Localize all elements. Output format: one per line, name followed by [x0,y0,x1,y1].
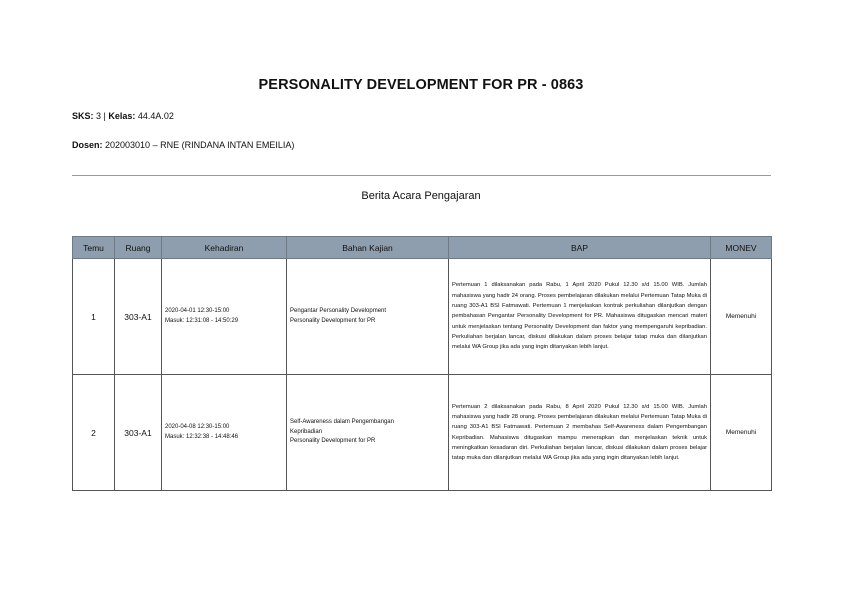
cell-bap: Pertemuan 1 dilaksanakan pada Rabu, 1 April 2020 Pukul 12.30 s/d 15.00 WIB. Jumlah mahasiswa yang hadir 24 orang. Proses pembelajaran dilakukan melalui Pertemuan Tatap Muka di ruang 303-A1 BSI Fatmawati. Pertemuan 1 menjelaskan kontrak perkuliahan dilanjutkan dengan pembahasan Pengantar Personality Development for PR. Mahasiswa ditugaskan mencari materi untuk menjelaskan tentang Personality Development dan faktor yang mempengaruhi kepribadian. Perkuliahan berjalan lancar, diskusi dilakukan dalam proses belajar tatap muka dan dilanjutkan melalui WA Group jika ada yang ingin ditanyakan lebih lanjut. [449,259,711,375]
dosen-value: 202003010 – RNE (RINDANA INTAN EMEILIA) [105,140,295,150]
cell-kehadiran [162,259,287,375]
kelas-value: 44.4A.02 [137,111,174,121]
bahan-line: Personality Development for PR [290,438,376,445]
table-row [73,259,772,375]
bahan-line: Pengantar Personality Development [290,308,387,314]
course-meta [72,111,174,121]
dosen-label: Dosen: [72,140,106,150]
lecturer-info [72,140,294,150]
cell-ruang: 303-A1 [115,259,162,375]
kehadiran-jadwal: 2020-04-08 12:30-15:00 [165,424,230,430]
sks-label: SKS: [72,111,97,121]
meta-separator: | [101,111,109,121]
kelas-label: Kelas: [108,111,138,121]
bahan-line: Personality Development for PR [290,317,376,324]
cell-temu: 1 [73,259,115,375]
divider [72,175,771,176]
course-title: PERSONALITY DEVELOPMENT FOR PR - 0863 [258,77,584,93]
header-kehadiran: Kehadiran [162,237,287,259]
section-title: Berita Acara Pengajaran [361,190,481,202]
cell-temu: 2 [73,375,115,491]
cell-ruang: 303-A1 [115,375,162,491]
cell-bap: Pertemuan 2 dilaksanakan pada Rabu, 8 April 2020 Pukul 12.30 s/d 15.00 WIB. Jumlah mahasiswa yang hadir 28 orang. Proses pembelajaran dilakukan melalui Pertemuan Tatap Muka di ruang 303-A1 BSI Fatmawati. Pertemuan 2 membahas Self-Awareness dalam Pengembangan Kepribadian. Mahasiswa ditugaskan mampu menerapkan dan menjelaskan teknik untuk meningkatkan kesadaran diri. Perkuliahan berjalan lancar, diskusi dilakukan dalam proses belajar tatap muka dan dilanjutkan melalui WA Group jika ada yang ingin ditanyakan lebih lanjut. [449,375,711,491]
kehadiran-jadwal: 2020-04-01 12:30-15:00 [165,308,230,314]
bahan-line: Self-Awareness dalam Pengembangan [290,419,394,426]
cell-monev: Memenuhi [711,375,772,491]
cell-bahan-kajian [287,259,449,375]
table-row [73,375,772,491]
cell-monev: Memenuhi [711,259,772,375]
header-temu: Temu [73,237,115,259]
bahan-line: Kepribadian [290,428,323,435]
kehadiran-masuk: Masuk: 12:32:38 - 14:48:46 [165,433,239,440]
header-ruang: Ruang [115,237,162,259]
kehadiran-masuk: Masuk: 12:31:08 - 14:50:29 [165,317,239,324]
cell-kehadiran [162,375,287,491]
cell-bahan-kajian [287,375,449,491]
header-monev: MONEV [711,237,772,259]
header-bahan-kajian: Bahan Kajian [287,237,449,259]
header-bap: BAP [449,237,711,259]
table-header-row [73,237,772,259]
bap-table [72,236,772,491]
sks-value: 3 [96,111,102,121]
